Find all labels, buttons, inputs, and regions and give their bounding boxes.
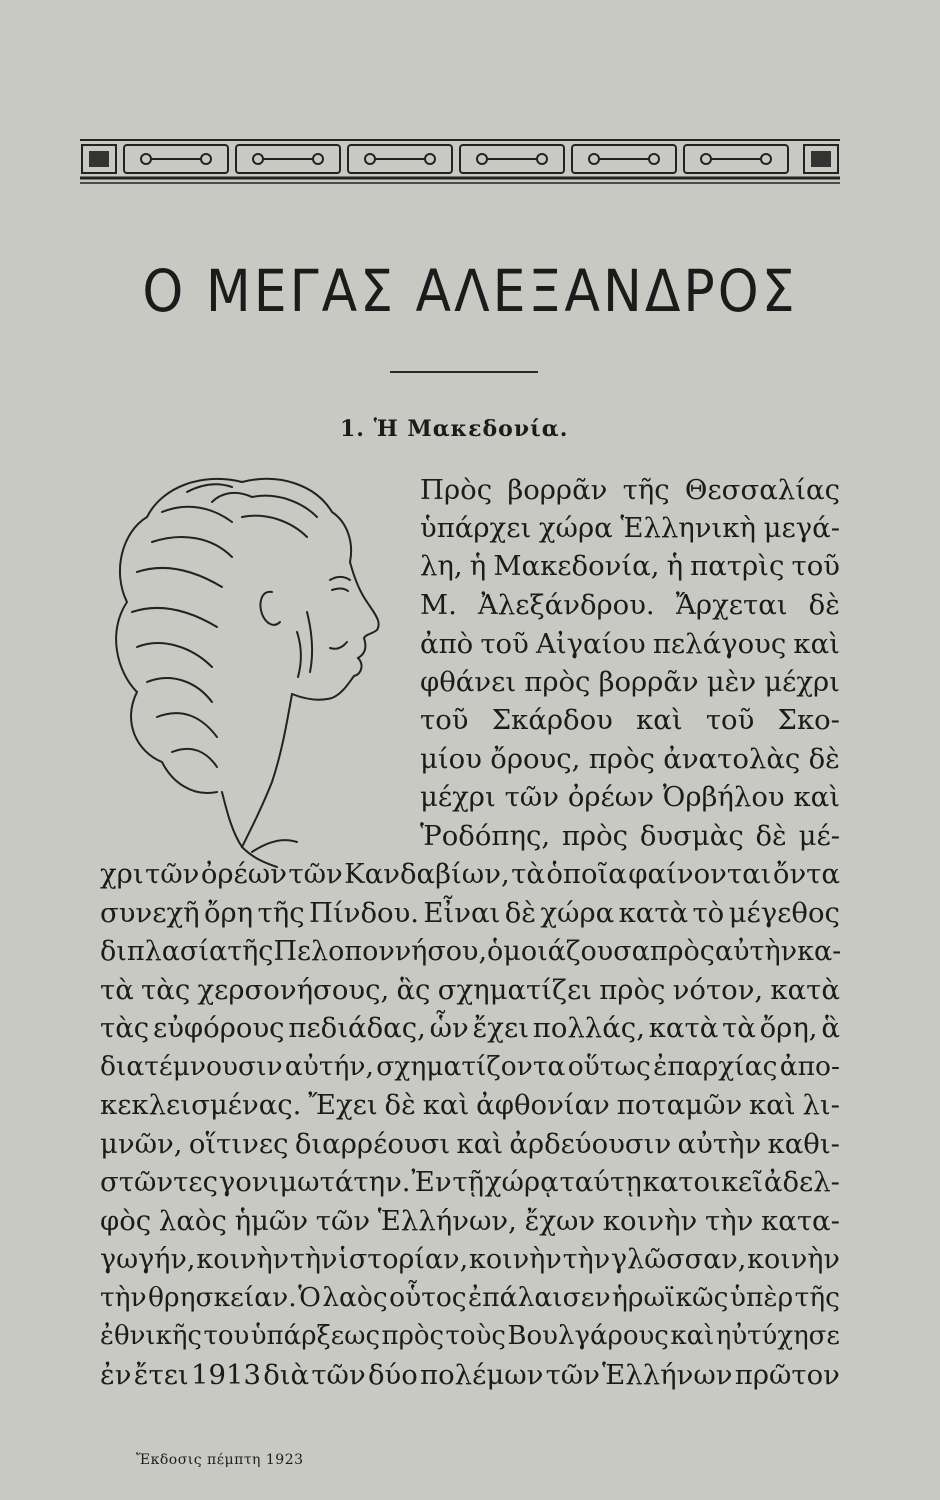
text-line: τὰ τὰς χερσονήσους, ἃς σχηματίζει πρὸς νότον, κατὰ [100, 974, 840, 1006]
text-line: μίου ὄρους, πρὸς ἀνατολὰς δὲ [420, 743, 840, 775]
text-line: φὸς λαὸς ἡμῶν τῶν Ἑλλήνων, ἔχων κοινὴν τὴν κατα- [100, 1205, 840, 1237]
text-line: κεκλεισμένας. Ἔχει δὲ καὶ ἀφθονίαν ποταμῶν καὶ λι- [100, 1089, 840, 1121]
ornamental-border-icon [80, 138, 840, 184]
text-line: χρι τῶν ὀρέων τῶν Κανδαβίων, τὰ ὁποῖα φαίνονται ὄντα [100, 858, 840, 890]
text-line: ἐθνικῆς του ὑπάρξεως πρὸς τοὺς Βουλγάρους καὶ ηὐτύχησε [100, 1321, 840, 1351]
text-line: συνεχῆ ὄρη τῆς Πίνδου. Εἶναι δὲ χώρα κατὰ τὸ μέγεθος [100, 897, 840, 929]
text-line: τὴν θρησκείαν. Ὁ λαὸς οὗτος ἐπάλαισεν ἡρωϊκῶς ὑπὲρ τῆς [100, 1282, 840, 1313]
text-line: Πρὸς βορρᾶν τῆς Θεσσαλίας [420, 474, 840, 506]
edition-note: Ἔκδοσις πέμπτη 1923 [136, 1452, 304, 1468]
text-line: ὑπάρχει χώρα Ἑλληνικὴ μεγά- [420, 512, 840, 544]
text-line: λη, ἡ Μακεδονία, ἡ πατρὶς τοῦ [420, 550, 840, 582]
text-line: ἐν ἔτει 1913 διὰ τῶν δύο πολέμων τῶν Ἑλλήνων πρῶτον [100, 1359, 840, 1391]
title-rule [390, 371, 538, 373]
text-line: Ῥοδόπης, πρὸς δυσμὰς δὲ μέ- [420, 820, 840, 852]
text-line: γωγήν, κοινὴν τὴν ἱστορίαν, κοινὴν τὴν γλῶσσαν, κοινὴν [100, 1244, 840, 1275]
text-line: τοῦ Σκάρδου καὶ τοῦ Σκο- [420, 704, 840, 736]
page-title: Ο ΜΕΓΑΣ ΑΛΕΞΑΝΔΡΟΣ [142, 258, 798, 326]
section-heading: 1. Ἡ Μακεδονία. [340, 416, 569, 442]
text-line: Μ. Ἀλεξάνδρου. Ἄρχεται δὲ [420, 589, 840, 621]
text-line: φθάνει πρὸς βορρᾶν μὲν μέχρι [420, 666, 840, 698]
text-line: μνῶν, οἵτινες διαρρέουσι καὶ ἀρδεύουσιν αὐτὴν καθι- [100, 1128, 840, 1160]
text-line: ἀπὸ τοῦ Αἰγαίου πελάγους καὶ [420, 628, 840, 660]
text-line: τὰς εὐφόρους πεδιάδας, ὧν ἔχει πολλάς, κατὰ τὰ ὄρη, ἃ [100, 1012, 840, 1044]
text-line: μέχρι τῶν ὀρέων Ὀρβήλου καὶ [420, 781, 840, 813]
text-line: διπλασία τῆς Πελοποννήσου, ὁμοιάζουσα πρὸς αὐτὴν κα- [100, 936, 842, 967]
text-line: στῶντες γονιμωτάτην. Ἐν τῇ χώρᾳ ταύτῃ κατοικεῖ ἀδελ- [100, 1166, 840, 1198]
alexander-portrait-icon [92, 462, 392, 872]
text-line: διατέμνουσιν αὐτήν, σχηματίζοντα οὕτως ἐπαρχίας ἀπο- [100, 1051, 840, 1082]
